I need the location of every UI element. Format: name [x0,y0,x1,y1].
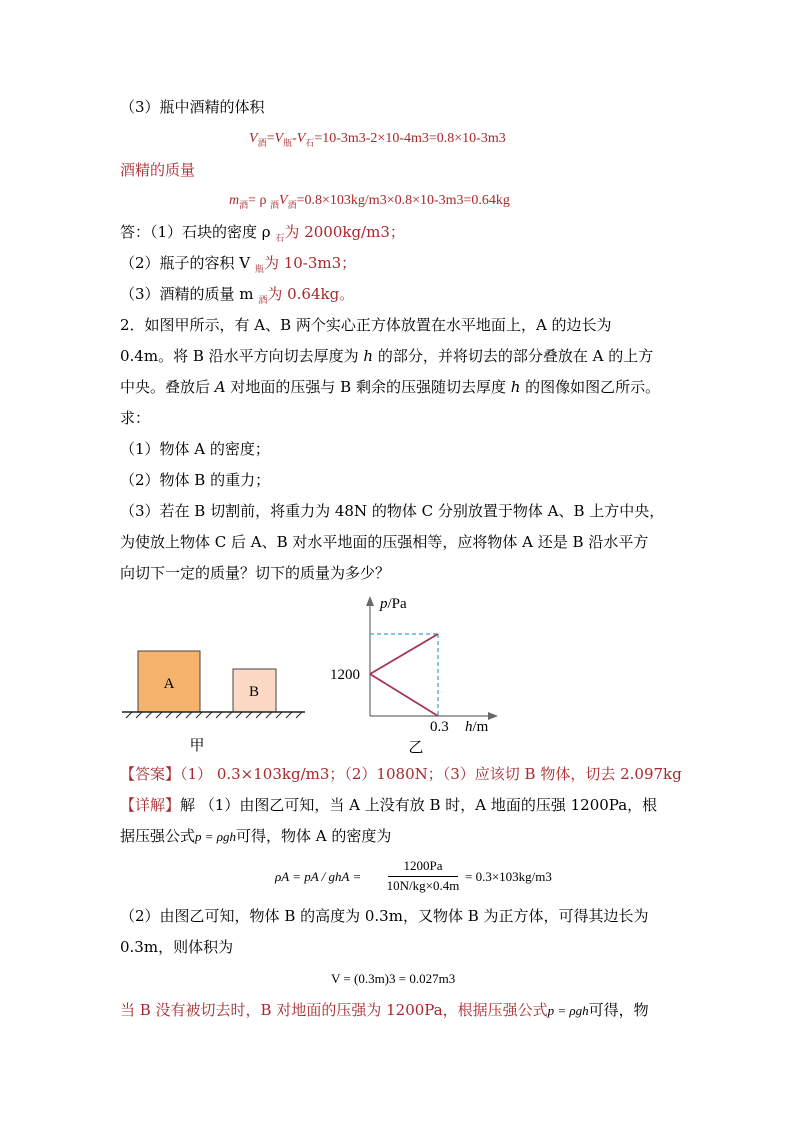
question-2-line-1: 2．如图甲所示，有 A、B 两个实心正方体放置在水平地面上，A 的边长为 [120,316,612,334]
question-part-2: （2）物体 B 的重力； [120,471,271,489]
figure-jia [122,651,305,754]
series-b-line [370,674,438,716]
question-2-line-3: 中央。叠放后 A 对地面的压强与 B 剩余的压强随切去厚度 h 的图像如图乙所示。 [120,378,661,396]
x-axis-label: h/m [465,719,489,735]
detail-line-4: 0.3m，则体积为 [120,938,234,956]
question-part-1: （1）物体 A 的密度； [120,440,270,458]
answer-line-1: 答：（1）石块的密度 ρ $_石$为 2000kg/m3； [120,223,405,244]
detail-line-1: 【详解】解 （1）由图乙可知，当 A 上没有放 B 时，A 地面的压强 1200Pa，根 [120,796,658,814]
mass-formula: $m_酒= \rho$ $_酒V_酒=0.8\times 103kg/m3\times 0.8\times 10-3m3=0.64kg$ [229,193,510,210]
series-a-line [370,634,438,674]
answer-tag: 【答案】 [120,765,181,783]
y-axis-arrow [366,596,374,606]
figure [0,590,794,760]
question-part-3-line-3: 向切下一定的质量？切下的质量为多少？ [120,564,391,582]
answer-block [120,764,682,784]
answer-line-2: （2）瓶子的容积 V $_瓶$为 10-3m3； [120,254,357,275]
block-b-label: B [248,684,260,700]
caption-yi: 乙 [408,740,424,756]
figure-yi [330,596,498,756]
density-equation: ρA = pA / ghA = 1200Pa 10N/kg×0.4m = 0.3×103kg/m3 [275,858,552,893]
answer-text: （1） 0.3×103kg/m3；（2）1080N；（3）应该切 B 物体，切去 2.097kg [180,765,682,783]
detail-line-2: 据压强公式p = ρgh可得，物体 A 的密度为 [120,827,392,845]
detail-line-5: 当 B 没有被切去时，B 对地面的压强为 1200Pa，根据压强公式p = ρgh可得，物 [120,1001,649,1019]
question-2-line-4: 求： [120,409,151,427]
y-axis-label: p/Pa [380,596,407,612]
block-a-label: A [163,676,175,692]
y-tick-1200: 1200 [330,667,360,683]
question-part-3-line-1: （3）若在 B 切割前，将重力为 48N 的物体 C 分别放置于物体 A、B 上方中央， [120,502,665,520]
caption-jia: 甲 [189,738,205,754]
question-part-3-line-2: 为使放上物体 C 后 A、B 对水平地面的压强相等，应将物体 A 还是 B 沿水平方 [120,533,649,551]
detail-line-3: （2）由图乙可知，物体 B 的高度为 0.3m，又物体 B 为正方体，可得其边长为 [120,907,649,925]
question-2-line-2: 0.4m。将 B 沿水平方向切去厚度为 h 的部分，并将切去的部分叠放在 A 的上方 [120,347,654,365]
mass-heading: 酒精的质量 [120,161,196,179]
x-axis-arrow [488,712,498,720]
x-tick-03: 0.3 [430,719,449,735]
detail-tag: 【详解】 [120,796,181,814]
ground-hatching [126,712,302,718]
solution-step-3: （3）瓶中酒精的体积 [120,98,265,116]
volume-formula: $V_酒=V_瓶-V_石=10-3m3-2\times 10-4m3=0.8\times 10-3m3$ [249,131,506,148]
answer-line-3: （3）酒精的质量 m $_酒$为 0.64kg。 [120,285,355,306]
volume-equation: V = (0.3m)3 = 0.027m3 [331,971,456,986]
